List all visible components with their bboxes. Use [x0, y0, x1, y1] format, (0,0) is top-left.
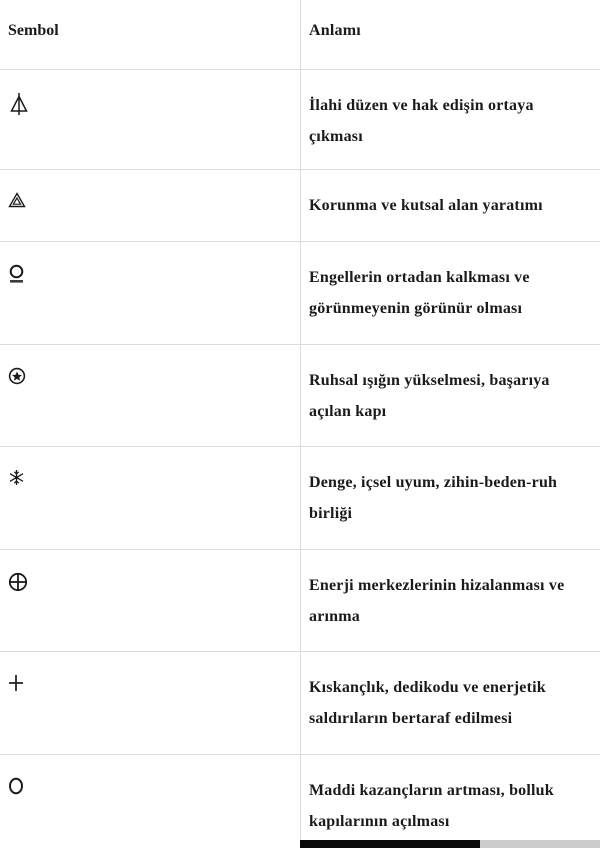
header-cell-symbol: Sembol: [8, 22, 59, 39]
symbol-cell: [0, 447, 300, 549]
table-row: [0, 345, 600, 447]
header-cell-meaning: Anlamı: [300, 0, 600, 69]
snowflake-icon: [8, 469, 25, 486]
bottom-cropped-media-strip-light: [480, 840, 600, 848]
nested-triangle-icon: [8, 192, 26, 208]
circle-over-bar-icon: [8, 264, 26, 285]
symbol-cell: [0, 170, 300, 241]
table-row: [0, 755, 600, 848]
table-row: [0, 242, 600, 345]
meaning-cell: Engellerin ortadan kalkması ve görünmeyenin görünür olması: [300, 242, 600, 344]
circle-icon: [8, 777, 24, 795]
meaning-cell: Denge, içsel uyum, zihin-beden-ruh birliği: [300, 447, 600, 549]
meaning-cell: Maddi kazançların artması, bolluk kapılarının açılması: [300, 755, 600, 848]
symbol-cell: [0, 70, 300, 169]
star-in-circle-icon: [8, 367, 26, 385]
plus-icon: [8, 674, 24, 692]
bottom-cropped-media-strip: [300, 840, 480, 848]
table-row: [0, 447, 600, 550]
table-row: [0, 170, 600, 242]
meaning-cell: Enerji merkezlerinin hizalanması ve arınma: [300, 550, 600, 651]
symbol-cell: [0, 242, 300, 344]
symbol-cell: [0, 755, 300, 848]
meaning-cell: İlahi düzen ve hak edişin ortaya çıkması: [300, 70, 600, 169]
table-row: [0, 70, 600, 170]
meaning-cell: Kıskançlık, dedikodu ve enerjetik saldırıların bertaraf edilmesi: [300, 652, 600, 754]
triangle-vertical-line-icon: [8, 92, 30, 116]
table-header-row: [0, 0, 600, 70]
symbol-cell: [0, 550, 300, 651]
circled-plus-icon: [8, 572, 28, 592]
meaning-cell: Korunma ve kutsal alan yaratımı: [300, 170, 600, 241]
symbol-cell: [0, 345, 300, 446]
meaning-cell: Ruhsal ışığın yükselmesi, başarıya açılan kapı: [300, 345, 600, 446]
symbol-cell: [0, 652, 300, 754]
table-row: [0, 652, 600, 755]
table-row: [0, 550, 600, 652]
